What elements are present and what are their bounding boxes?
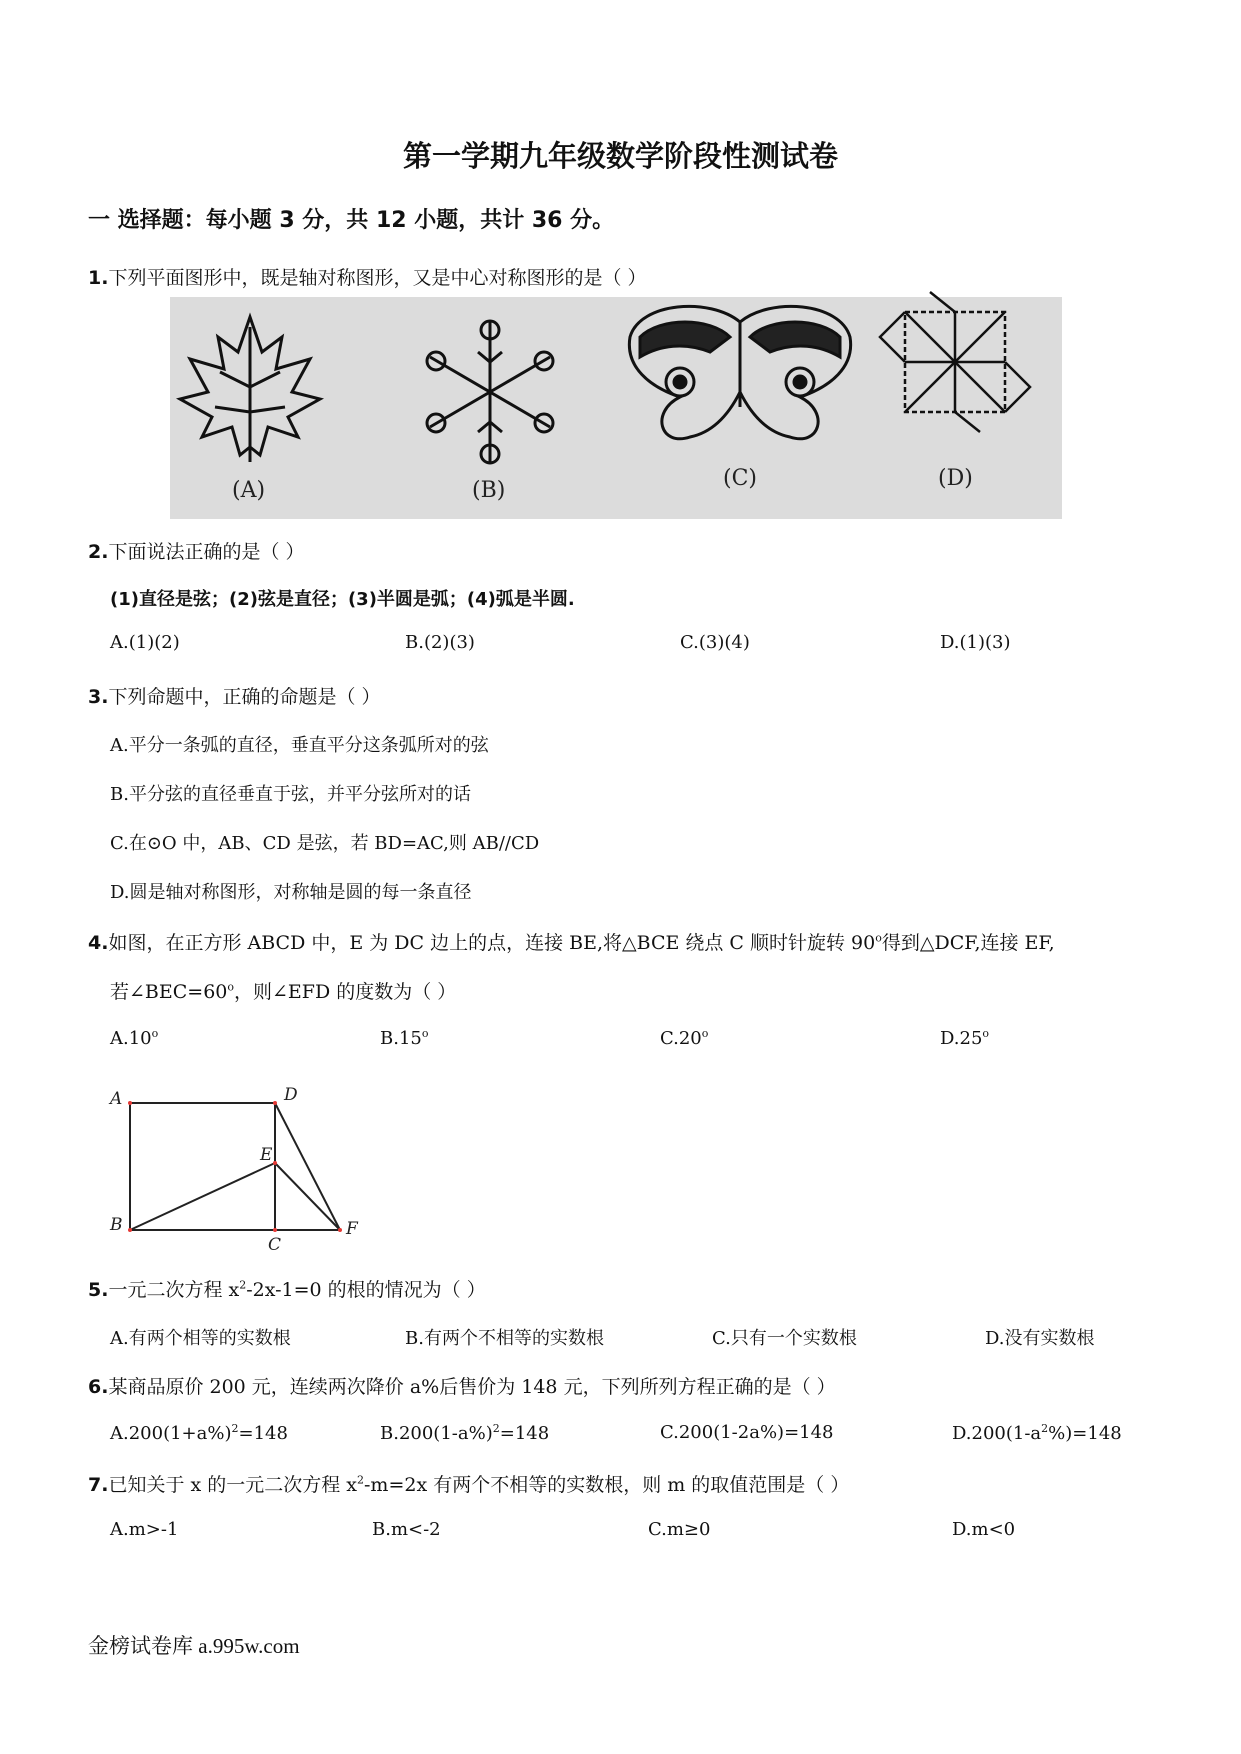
question-4: [88, 928, 1055, 955]
figure-label-b: (B): [472, 478, 506, 503]
q6-option-b: $B.200(1-a\%)^2=148$: [380, 1422, 550, 1444]
q2-option-d: D.(1)(3): [940, 632, 1011, 653]
square-abcd: [130, 1103, 275, 1230]
q4-option-b: B.15$^o$: [380, 1027, 429, 1049]
q2-statements: (1)直径是弦；(2)弦是直径；(3)半圆是弧；(4)弧是半圆.: [110, 589, 575, 610]
question-text-cont: 得到△DCF,连接 EF,: [881, 932, 1055, 954]
q7-option-d: D.m<0: [952, 1519, 1016, 1540]
q1-figures-photo: [170, 297, 1062, 519]
figure-label-c: (C): [723, 466, 757, 491]
segment-be: [130, 1163, 275, 1230]
question-number: 5.: [88, 1279, 109, 1301]
q4-option-c: C.20$^o$: [660, 1027, 709, 1049]
q6-option-d: $D.200(1-a^2\%)=148$: [952, 1422, 1122, 1444]
pinwheel-icon: [880, 292, 1030, 432]
question-1: [88, 263, 647, 290]
figure-label-d: (D): [938, 466, 973, 491]
question-text: 某商品原价 200 元，连续两次降价 a%后售价为 148 元，下列所列方程正确的是（ ）: [108, 1376, 836, 1398]
question-2: [88, 537, 305, 564]
question-6: [88, 1372, 836, 1399]
q4-option-a: A.10$^o$: [110, 1027, 159, 1049]
q5-option-b: B.有两个不相等的实数根: [405, 1328, 604, 1349]
q3-option-b: B.平分弦的直径垂直于弦，并平分弦所对的话: [110, 784, 471, 805]
q5-option-a: A.有两个相等的实数根: [110, 1328, 291, 1349]
square-rotation-diagram: [100, 1068, 380, 1255]
q6-option-c: C.200(1-2a%)=148: [660, 1422, 834, 1443]
degree-mark: o: [875, 931, 882, 945]
page-title: 第一学期九年级数学阶段性测试卷: [402, 139, 838, 173]
q4-option-d: D.25$^o$: [940, 1027, 990, 1049]
question-7: [88, 1470, 849, 1497]
superscript: 2: [357, 1473, 365, 1487]
question-text: 已知关于 x 的一元二次方程 x: [108, 1474, 358, 1496]
question-text-cont: -2x-1=0 的根的情况为（ ）: [246, 1279, 486, 1301]
q2-option-a: A.(1)(2): [110, 632, 180, 653]
question-4-line2: [110, 977, 456, 1004]
question-number: 7.: [88, 1474, 109, 1496]
point-label-c: C: [268, 1235, 282, 1255]
snowflake-icon: [427, 321, 553, 463]
point-label-b: B: [110, 1215, 123, 1235]
figure-label-a: (A): [232, 478, 266, 503]
point-label-f: F: [346, 1219, 358, 1239]
question-number: 6.: [88, 1376, 109, 1398]
q3-option-c: C.在⊙O 中，AB、CD 是弦，若 BD=AC,则 AB//CD: [110, 833, 540, 854]
point-label-d: D: [284, 1085, 298, 1105]
question-5: [88, 1275, 486, 1302]
superscript: 2: [239, 1278, 247, 1292]
q3-option-d: D.圆是轴对称图形，对称轴是圆的每一条直径: [110, 882, 472, 903]
question-text: 下面说法正确的是（ ）: [108, 541, 305, 563]
question-text-cont: ，则∠EFD 的度数为（ ）: [234, 981, 457, 1003]
segment-df: [275, 1103, 340, 1230]
q5-option-c: C.只有一个实数根: [712, 1328, 857, 1349]
q7-option-c: C.m≥0: [648, 1519, 711, 1540]
question-text: 一元二次方程 x: [108, 1279, 240, 1301]
segment-ef: [275, 1163, 340, 1230]
butterfly-icon: [629, 306, 850, 438]
question-text-cont: -m=2x 有两个不相等的实数根，则 m 的取值范围是（ ）: [364, 1474, 850, 1496]
point-label-a: A: [110, 1089, 123, 1109]
question-text: 下列命题中，正确的命题是（ ）: [108, 686, 381, 708]
question-number: 1.: [88, 267, 109, 289]
question-3: [88, 682, 381, 709]
q3-option-a: A.平分一条弧的直径，垂直平分这条弧所对的弦: [110, 735, 489, 756]
q5-option-d: D.没有实数根: [985, 1328, 1095, 1349]
question-text: 如图，在正方形 ABCD 中，E 为 DC 边上的点，连接 BE,将△BCE 绕点 C 顺时针旋转 90: [108, 932, 876, 954]
q2-option-c: C.(3)(4): [680, 632, 750, 653]
q7-option-a: A.m>-1: [110, 1519, 179, 1540]
question-number: 2.: [88, 541, 109, 563]
question-number: 4.: [88, 932, 109, 954]
q2-option-b: B.(2)(3): [405, 632, 475, 653]
question-number: 3.: [88, 686, 109, 708]
question-text: 下列平面图形中，既是轴对称图形，又是中心对称图形的是（ ）: [108, 267, 647, 289]
section-heading: 一 选择题：每小题 3 分，共 12 小题，共计 36 分。: [88, 208, 615, 233]
footer-source: 金榜试卷库 a.995w.com: [88, 1634, 300, 1658]
question-text: 若∠BEC=60: [110, 981, 228, 1003]
q7-option-b: B.m<-2: [372, 1519, 441, 1540]
degree-mark: o: [227, 980, 235, 994]
maple-leaf-icon: [180, 317, 320, 462]
q6-option-a: $A.200(1+a\%)^2=148$: [110, 1422, 288, 1444]
point-label-e: E: [260, 1145, 273, 1165]
